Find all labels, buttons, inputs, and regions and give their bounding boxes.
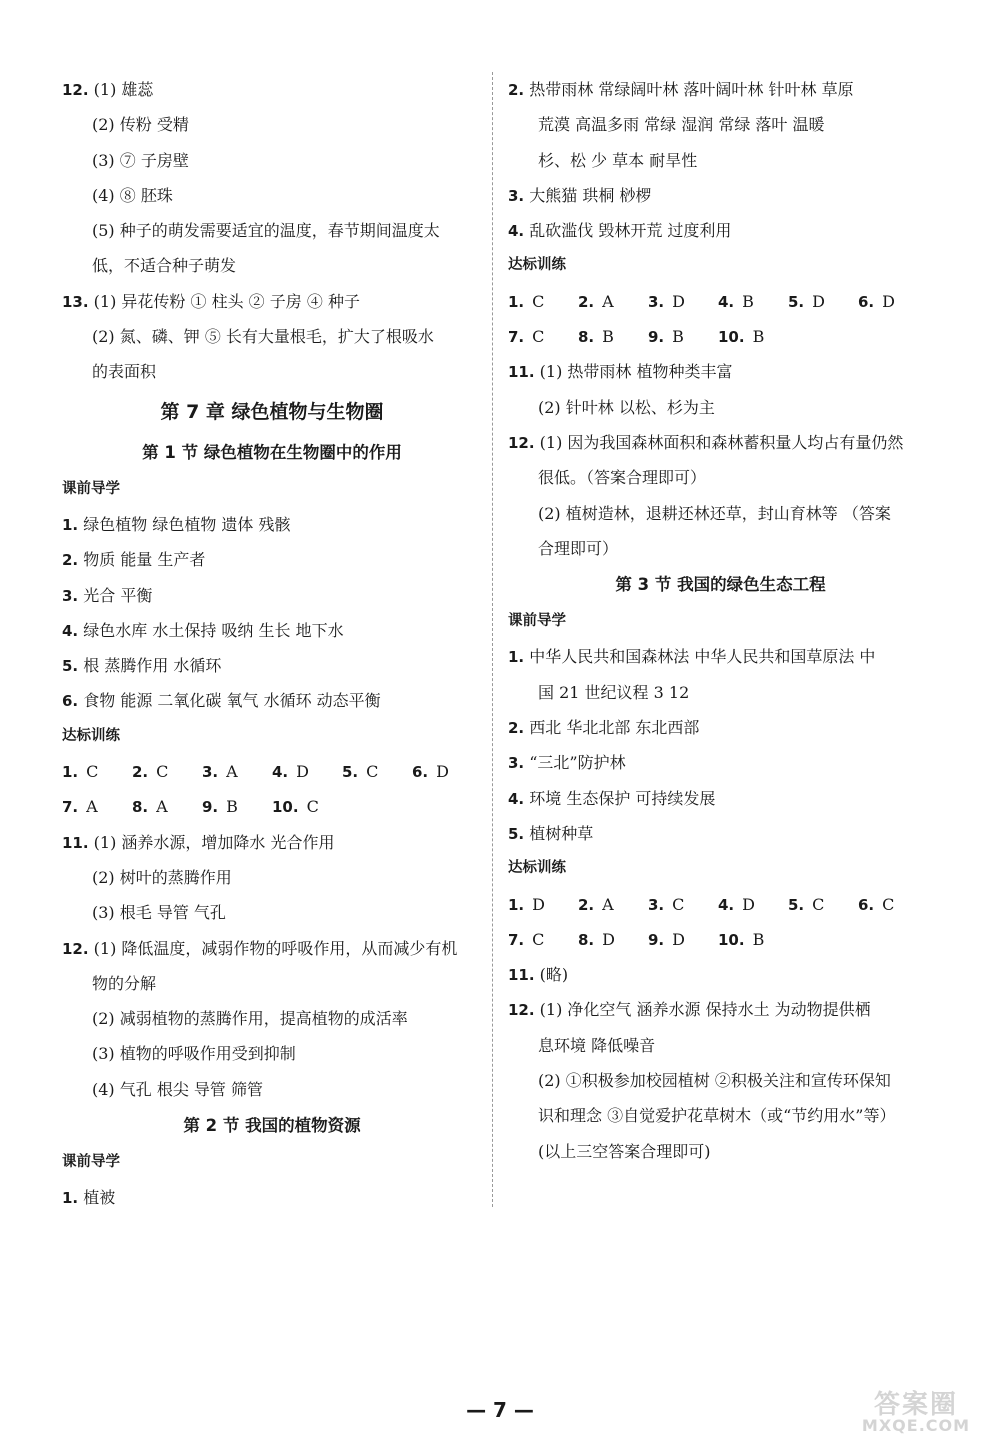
page-number: — 7 — xyxy=(466,1398,534,1422)
item-text: 食物 能源 二氧化碳 氧气 水循环 动态平衡 xyxy=(83,691,381,711)
answer-line: 1. 中华人民共和国森林法 中华人民共和国草原法 中 xyxy=(508,647,876,667)
mc-answer xyxy=(648,887,718,922)
mc-number: 10. xyxy=(718,930,745,949)
answer-line: 5. 植树种草 xyxy=(508,823,594,843)
answer-line: 荒漠 高温多雨 常绿 湿润 常绿 落叶 温暖 xyxy=(538,115,825,135)
answer-line: (以上三空答案合理即可) xyxy=(538,1141,711,1161)
multiple-choice-row xyxy=(508,887,933,922)
answer-line: 4. 环境 生态保护 可持续发展 xyxy=(508,788,716,808)
watermark-url: MXQE.COM xyxy=(861,1416,971,1435)
mc-letter: D xyxy=(672,291,685,311)
mc-letter: A xyxy=(226,762,238,782)
answer-line: 4. 乱砍滥伐 毁林开荒 过度利用 xyxy=(508,221,732,241)
item-number: 6. xyxy=(62,692,79,711)
right-column xyxy=(508,72,933,1169)
mc-answer xyxy=(858,284,928,319)
answer-line: (2) 氮、磷、钾 ⑤ 长有大量根毛，扩大了根吸水 xyxy=(92,327,434,347)
item-number: 2. xyxy=(62,551,79,570)
answer-line: 低，不适合种子萌发 xyxy=(92,256,237,276)
mc-number: 2. xyxy=(578,292,595,311)
mc-answer xyxy=(648,284,718,319)
mc-answer xyxy=(718,887,788,922)
answer-line xyxy=(62,683,482,718)
subsection-label: 达标训练 xyxy=(508,860,566,877)
answer-line: 杉、松 少 草本 耐旱性 xyxy=(538,150,698,170)
answer-line: 11. (略) xyxy=(508,965,569,985)
watermark-text: 答案圈 xyxy=(873,1390,958,1420)
mc-answer xyxy=(718,284,788,319)
answer-line: 息环境 降低噪音 xyxy=(538,1035,656,1055)
mc-letter: C xyxy=(306,797,319,817)
mc-number: 9. xyxy=(648,328,665,347)
pre-study-list xyxy=(62,507,482,719)
answer-line: 合理即可） xyxy=(538,538,619,558)
answer-line: 12. (1) 雄蕊 xyxy=(62,80,154,99)
mc-number: 10. xyxy=(272,798,299,817)
subsection-label: 课前导学 xyxy=(62,480,120,497)
column-divider xyxy=(492,72,493,1207)
mc-number: 5. xyxy=(342,763,359,782)
mc-answer xyxy=(508,319,578,354)
mc-answer xyxy=(718,319,788,354)
mc-letter: C xyxy=(532,929,545,949)
answer-line: 11. (1) 热带雨林 植物种类丰富 xyxy=(508,362,733,382)
mc-number: 1. xyxy=(508,895,525,914)
mc-number: 3. xyxy=(648,895,665,914)
answer-line: (2) 植树造林，退耕还林还草，封山育林等 （答案 xyxy=(538,503,891,523)
answer-line: 1. 植被 xyxy=(62,1188,116,1208)
answer-line: 3. 大熊猫 珙桐 桫椤 xyxy=(508,185,652,205)
section-title: 第 1 节 绿色植物在生物圈中的作用 xyxy=(142,442,402,462)
mc-answer xyxy=(272,789,342,824)
mc-letter: B xyxy=(752,929,765,949)
mc-answer xyxy=(578,887,648,922)
chapter-title: 第 7 章 绿色植物与生物圈 xyxy=(160,400,384,423)
mc-answer xyxy=(578,284,648,319)
answer-line xyxy=(62,507,482,542)
answer-line: 识和理念 ③自觉爱护花草树木（或“节约用水”等） xyxy=(538,1106,896,1126)
mc-number: 3. xyxy=(648,292,665,311)
answer-line: 国 21 世纪议程 3 12 xyxy=(538,682,690,702)
mc-answer xyxy=(62,754,132,789)
mc-letter: D xyxy=(882,291,895,311)
answer-line xyxy=(62,578,482,613)
mc-answer xyxy=(858,887,928,922)
mc-number: 5. xyxy=(788,292,805,311)
mc-letter: C xyxy=(366,762,379,782)
mc-answer xyxy=(272,754,342,789)
item-text: 绿色植物 绿色植物 遗体 残骸 xyxy=(83,514,291,534)
mc-number: 9. xyxy=(202,798,219,817)
mc-answer xyxy=(342,754,412,789)
mc-number: 3. xyxy=(202,763,219,782)
item-number: 3. xyxy=(62,586,79,605)
item-text: 根 蒸腾作用 水循环 xyxy=(83,656,222,676)
answer-line: 12. (1) 因为我国森林面积和森林蓄积量人均占有量仍然 xyxy=(508,432,904,452)
mc-number: 6. xyxy=(858,292,875,311)
subsection-label: 课前导学 xyxy=(62,1154,120,1171)
mc-number: 8. xyxy=(578,328,595,347)
mc-answer xyxy=(718,922,788,957)
mc-letter: B xyxy=(226,797,238,817)
mc-number: 8. xyxy=(132,798,149,817)
mc-answer xyxy=(648,319,718,354)
mc-letter: A xyxy=(86,797,98,817)
mc-number: 4. xyxy=(718,292,735,311)
answer-line: (2) ①积极参加校园植树 ②积极关注和宣传环保知 xyxy=(538,1071,891,1091)
answer-line: (2) 减弱植物的蒸腾作用，提高植物的成活率 xyxy=(92,1009,408,1029)
mc-number: 10. xyxy=(718,328,745,347)
mc-letter: A xyxy=(602,291,614,311)
mc-letter: B xyxy=(752,327,765,347)
subsection-label: 达标训练 xyxy=(508,257,566,274)
mc-answer xyxy=(62,789,132,824)
mc-letter: D xyxy=(296,762,309,782)
mc-letter: C xyxy=(156,762,169,782)
watermark-logo xyxy=(846,1392,986,1442)
subsection-label: 课前导学 xyxy=(508,613,566,630)
mc-letter: D xyxy=(812,291,825,311)
mc-answer xyxy=(508,922,578,957)
mc-answer xyxy=(132,789,202,824)
answer-line: 11. (1) 涵养水源，增加降水 光合作用 xyxy=(62,832,335,852)
mc-answer xyxy=(202,754,272,789)
mc-answer xyxy=(508,284,578,319)
mc-letter: B xyxy=(672,327,684,347)
mc-number: 7. xyxy=(508,328,525,347)
answer-line xyxy=(62,613,482,648)
multiple-choice-row xyxy=(508,922,933,957)
answer-line: (2) 树叶的蒸腾作用 xyxy=(92,867,232,887)
mc-number: 6. xyxy=(858,895,875,914)
subsection-label: 达标训练 xyxy=(62,727,120,744)
mc-letter: D xyxy=(602,929,615,949)
multiple-choice-row xyxy=(62,789,482,824)
answer-line: 3. “三北”防护林 xyxy=(508,753,626,773)
section-title: 第 3 节 我国的绿色生态工程 xyxy=(615,575,826,595)
item-number: 5. xyxy=(62,657,79,676)
mc-letter: C xyxy=(672,894,685,914)
mc-number: 2. xyxy=(132,763,149,782)
mc-letter: A xyxy=(156,797,168,817)
mc-number: 6. xyxy=(412,763,429,782)
answer-line: (3) ⑦ 子房壁 xyxy=(92,150,189,170)
item-text: 光合 平衡 xyxy=(83,585,153,605)
mc-answer xyxy=(132,754,202,789)
mc-answer xyxy=(202,789,272,824)
item-text: 绿色水库 水土保持 吸纳 生长 地下水 xyxy=(83,620,344,640)
answer-line: 很低。（答案合理即可） xyxy=(538,468,707,488)
section-title: 第 2 节 我国的植物资源 xyxy=(183,1116,361,1136)
mc-letter: C xyxy=(86,762,99,782)
answer-line: (4) 气孔 根尖 导管 筛管 xyxy=(92,1079,264,1099)
mc-letter: A xyxy=(602,894,614,914)
multiple-choice-row xyxy=(62,754,482,789)
mc-number: 1. xyxy=(62,763,79,782)
mc-letter: C xyxy=(532,327,545,347)
item-text: 物质 能量 生产者 xyxy=(83,550,206,570)
mc-letter: C xyxy=(882,894,895,914)
mc-letter: C xyxy=(812,894,825,914)
answer-line: (4) ⑧ 胚珠 xyxy=(92,185,173,205)
mc-number: 8. xyxy=(578,930,595,949)
answer-line: 2. 热带雨林 常绿阔叶林 落叶阔叶林 针叶林 草原 xyxy=(508,80,854,99)
mc-number: 1. xyxy=(508,292,525,311)
answer-line: 12. (1) 净化空气 涵养水源 保持水土 为动物提供栖 xyxy=(508,1000,871,1020)
answer-line: 13. (1) 异花传粉 ① 柱头 ② 子房 ④ 种子 xyxy=(62,291,360,311)
mc-number: 7. xyxy=(508,930,525,949)
mc-letter: D xyxy=(436,762,449,782)
left-column xyxy=(62,72,482,1216)
mc-number: 2. xyxy=(578,895,595,914)
answer-line xyxy=(62,542,482,577)
mc-letter: D xyxy=(532,894,545,914)
answer-line: 12. (1) 降低温度，减弱作物的呼吸作用，从而减少有机 xyxy=(62,938,458,958)
mc-number: 7. xyxy=(62,798,79,817)
answer-line: (5) 种子的萌发需要适宜的温度，春节期间温度太 xyxy=(92,221,440,241)
mc-letter: B xyxy=(602,327,614,347)
mc-answer xyxy=(788,887,858,922)
mc-number: 5. xyxy=(788,895,805,914)
multiple-choice-row xyxy=(508,284,933,319)
item-number: 1. xyxy=(62,515,79,534)
mc-number: 4. xyxy=(718,895,735,914)
mc-letter: B xyxy=(742,291,754,311)
mc-letter: D xyxy=(742,894,755,914)
mc-letter: D xyxy=(672,929,685,949)
mc-answer xyxy=(578,922,648,957)
mc-number: 9. xyxy=(648,930,665,949)
mc-letter: C xyxy=(532,291,545,311)
answer-line: (3) 植物的呼吸作用受到抑制 xyxy=(92,1044,296,1064)
answer-line xyxy=(62,648,482,683)
mc-answer xyxy=(788,284,858,319)
answer-line: 2. 西北 华北北部 东北西部 xyxy=(508,718,700,738)
mc-answer xyxy=(508,887,578,922)
mc-number: 4. xyxy=(272,763,289,782)
answer-line: (3) 根毛 导管 气孔 xyxy=(92,903,226,923)
item-number: 4. xyxy=(62,621,79,640)
multiple-choice-row xyxy=(508,319,933,354)
answer-line: 物的分解 xyxy=(92,973,157,993)
answer-line: (2) 针叶林 以松、杉为主 xyxy=(538,397,715,417)
answer-line: 的表面积 xyxy=(92,362,157,382)
mc-answer xyxy=(412,754,482,789)
mc-answer xyxy=(578,319,648,354)
mc-answer xyxy=(648,922,718,957)
answer-line: (2) 传粉 受精 xyxy=(92,115,189,135)
